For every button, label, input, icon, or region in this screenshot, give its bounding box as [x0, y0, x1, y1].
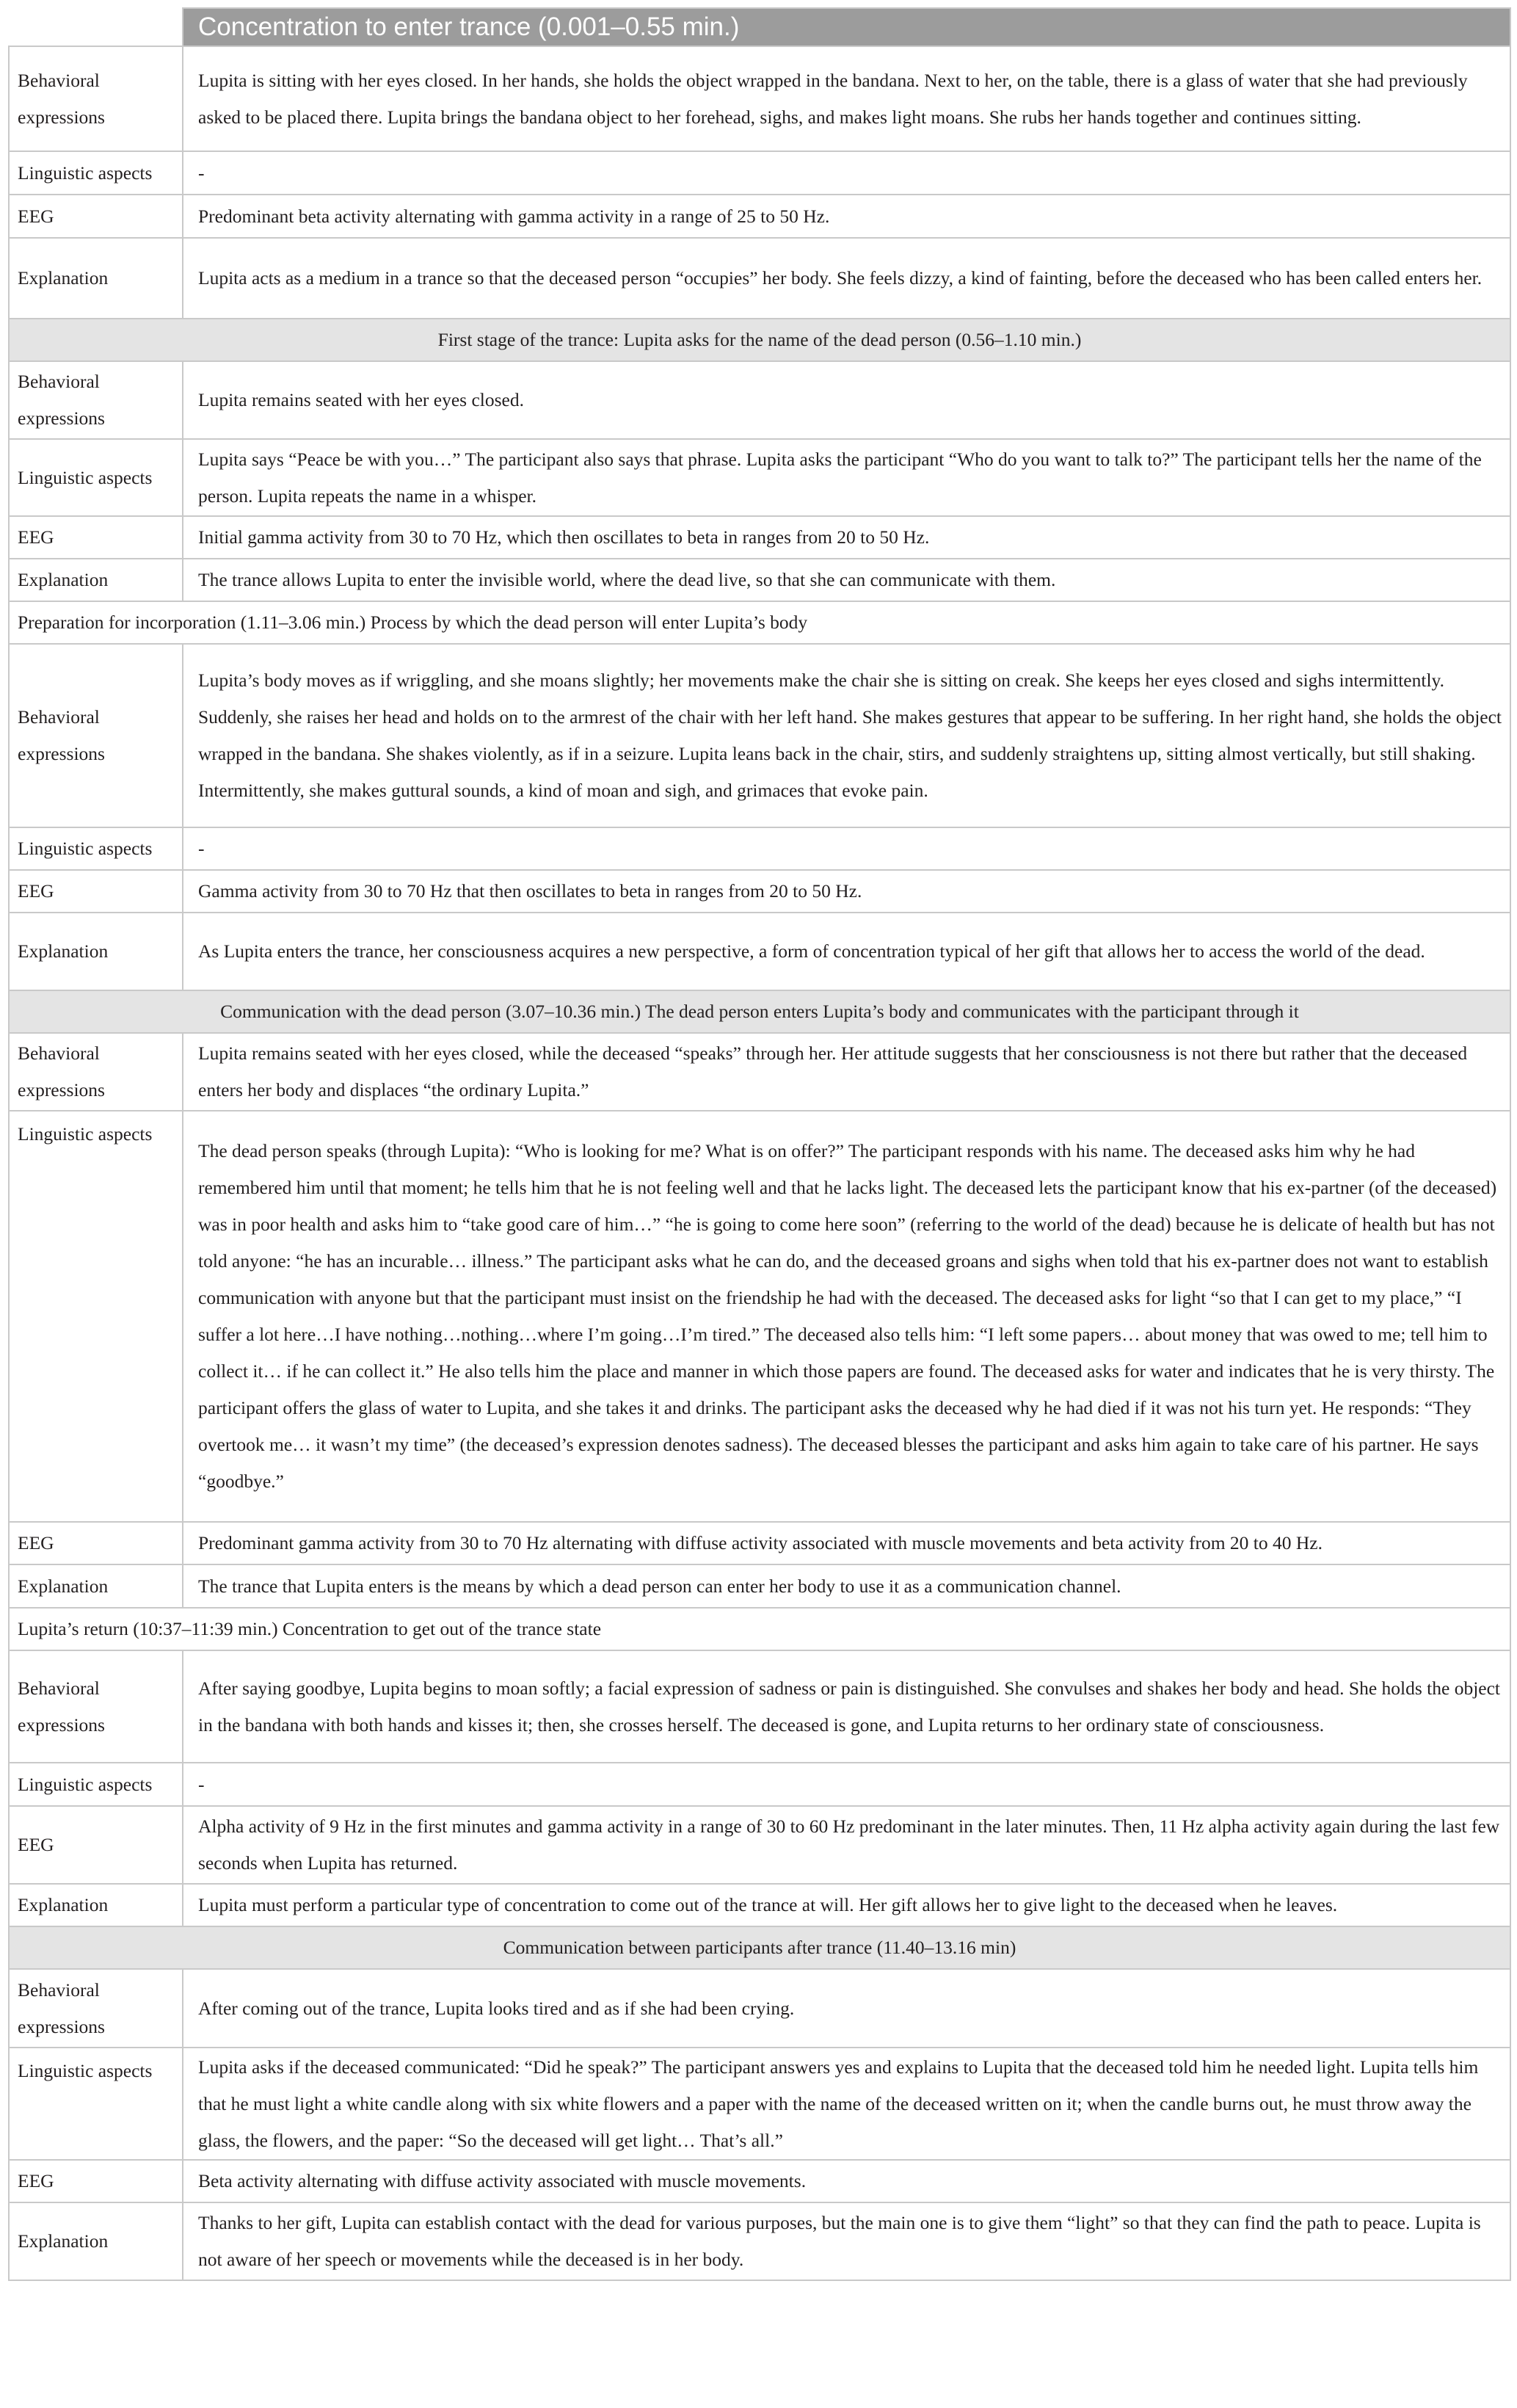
table-row — [9, 1763, 1510, 1806]
table-row — [9, 238, 1510, 319]
row-text: - — [183, 1763, 1510, 1806]
table-row — [9, 439, 1510, 516]
row-label: Behavioral expressions — [9, 1969, 183, 2048]
row-text: The dead person speaks (through Lupita): “Who is looking for me? What is on offer?” The participant responds with his name. The deceased asks him why he had remembered him until that moment; he tells him that he is not feeling well and that he lacks light. The deceased lets the participant know that his ex-partner (of the deceased) was in poor health and asks him to “take good care of him…” “he is going to come here soon” (referring to the world of the dead) because he is delicate of health but has not told anyone: “he has an incurable… illness.” The participant asks what he can do, and the deceased groans and sighs when told that his ex-partner does not want to establish communication with anyone but that the participant must insist on the friendship he had with the deceased. The deceased asks for light “so that I can get to my place,” “I suffer a lot here…I have nothing…nothing…where I’m going…I’m tired.” The deceased also tells him: “I left some papers… about money that was owed to me; tell him to collect it… if he can collect it.” He also tells him the place and manner in which those papers are found. The deceased asks for water and indicates that he is very thirsty. The participant offers the glass of water to Lupita, and she takes it and drinks. The participant asks the deceased why he had died if it was not his turn yet. He responds: “They overtook me… it wasn’t my time” (the deceased’s expression denotes sadness). The deceased blesses the participant and asks him again to take care of his partner. He says “goodbye.” — [183, 1111, 1510, 1522]
row-label: Linguistic aspects — [9, 1763, 183, 1806]
row-text: Gamma activity from 30 to 70 Hz that then oscillates to beta in ranges from 20 to 50 Hz. — [183, 870, 1510, 913]
row-label: EEG — [9, 1806, 183, 1884]
header-corner-cell — [9, 8, 183, 46]
table-row — [9, 516, 1510, 559]
row-label: Behavioral expressions — [9, 1650, 183, 1763]
stage-header-row — [9, 1608, 1510, 1650]
row-text: Lupita acts as a medium in a trance so that the deceased person “occupies” her body. She feels dizzy, a kind of fainting, before the deceased who has been called enters her. — [183, 238, 1510, 319]
row-text: Beta activity alternating with diffuse activity associated with muscle movements. — [183, 2160, 1510, 2202]
row-label: Linguistic aspects — [9, 151, 183, 195]
table-row — [9, 46, 1510, 151]
row-text: Lupita must perform a particular type of concentration to come out of the trance at will. Her gift allows her to give light to the deceased when he leaves. — [183, 1884, 1510, 1926]
row-text: Initial gamma activity from 30 to 70 Hz, which then oscillates to beta in ranges from 20 to 50 Hz. — [183, 516, 1510, 559]
row-text: - — [183, 827, 1510, 870]
row-text: The trance allows Lupita to enter the invisible world, where the dead live, so that she can communicate with them. — [183, 559, 1510, 601]
table-row — [9, 913, 1510, 990]
row-text: Lupita asks if the deceased communicated: “Did he speak?” The participant answers yes and explains to Lupita that the deceased told him he needed light. Lupita tells him that he must light a white candle along with six white flowers and a paper with the name of the deceased written on it; when the candle burns out, he must throw away the glass, the flowers, and the paper: “So the deceased will get light… That’s all.” — [183, 2048, 1510, 2160]
stage-title: Communication between participants after trance (11.40–13.16 min) — [9, 1926, 1510, 1969]
row-label: Explanation — [9, 2202, 183, 2280]
table-row — [9, 1111, 1510, 1522]
stage-title: First stage of the trance: Lupita asks for the name of the dead person (0.56–1.10 min.) — [9, 319, 1510, 361]
row-label: Behavioral expressions — [9, 1033, 183, 1111]
table-row — [9, 870, 1510, 913]
row-text: Lupita remains seated with her eyes closed. — [183, 361, 1510, 439]
row-text: Lupita says “Peace be with you…” The participant also says that phrase. Lupita asks the participant “Who do you want to talk to?” The participant tells her the name of the person. Lupita repeats the name in a whisper. — [183, 439, 1510, 516]
table-row — [9, 1884, 1510, 1926]
table-row — [9, 1650, 1510, 1763]
row-label: Explanation — [9, 238, 183, 319]
table-row — [9, 1522, 1510, 1564]
table-row — [9, 2160, 1510, 2202]
row-label: Linguistic aspects — [9, 1111, 183, 1522]
row-text: After saying goodbye, Lupita begins to moan softly; a facial expression of sadness or pain is distinguished. She convulses and shakes her body and head. She holds the object in the bandana with both hands and kisses it; then, she crosses herself. The deceased is gone, and Lupita returns to her ordinary state of consciousness. — [183, 1650, 1510, 1763]
row-text: Lupita is sitting with her eyes closed. In her hands, she holds the object wrapped in the bandana. Next to her, on the table, there is a glass of water that she had previously asked to be placed there. Lupita brings the bandana object to her forehead, sighs, and makes light moans. She rubs her hands together and continues sitting. — [183, 46, 1510, 151]
row-label: Behavioral expressions — [9, 46, 183, 151]
table-row — [9, 1033, 1510, 1111]
row-label: Explanation — [9, 1564, 183, 1608]
row-text: Lupita’s body moves as if wriggling, and she moans slightly; her movements make the chair she is sitting on creak. She keeps her eyes closed and sighs intermittently. Suddenly, she raises her head and holds on to the armrest of the chair with her left hand. She makes gestures that appear to be suffering. In her right hand, she holds the object wrapped in the bandana. She shakes violently, as if in a seizure. Lupita leans back in the chair, stirs, and suddenly straightens up, sitting almost vertically, but still shaking. Intermittently, she makes guttural sounds, a kind of moan and sigh, and grimaces that evoke pain. — [183, 644, 1510, 827]
table-row — [9, 195, 1510, 238]
row-text: As Lupita enters the trance, her consciousness acquires a new perspective, a form of concentration typical of her gift that allows her to access the world of the dead. — [183, 913, 1510, 990]
table-row — [9, 644, 1510, 827]
table-row — [9, 151, 1510, 195]
stage-header-row — [9, 319, 1510, 361]
row-label: Explanation — [9, 1884, 183, 1926]
row-text: Lupita remains seated with her eyes closed, while the deceased “speaks” through her. Her attitude suggests that her consciousness is not there but rather that the deceased enters her body and displaces “the ordinary Lupita.” — [183, 1033, 1510, 1111]
row-label: EEG — [9, 1522, 183, 1564]
row-text: Thanks to her gift, Lupita can establish contact with the dead for various purposes, but the main one is to give them “light” so that they can find the path to peace. Lupita is not aware of her speech or movements while the deceased is in her body. — [183, 2202, 1510, 2280]
row-label: EEG — [9, 516, 183, 559]
stage-header-row — [9, 1926, 1510, 1969]
row-text: Predominant gamma activity from 30 to 70 Hz alternating with diffuse activity associated with muscle movements and beta activity from 20 to 40 Hz. — [183, 1522, 1510, 1564]
row-label: EEG — [9, 2160, 183, 2202]
table-row — [9, 559, 1510, 601]
stage-header-row — [9, 601, 1510, 644]
stage-header-row — [9, 990, 1510, 1033]
row-label: Linguistic aspects — [9, 439, 183, 516]
table-row — [9, 1564, 1510, 1608]
row-label: EEG — [9, 870, 183, 913]
row-label: Linguistic aspects — [9, 827, 183, 870]
row-text: After coming out of the trance, Lupita looks tired and as if she had been crying. — [183, 1969, 1510, 2048]
row-label: Linguistic aspects — [9, 2048, 183, 2160]
table-row — [9, 2048, 1510, 2160]
stage-title: Preparation for incorporation (1.11–3.06 min.) Process by which the dead person will enter Lupita’s body — [9, 601, 1510, 644]
row-text: - — [183, 151, 1510, 195]
row-label: EEG — [9, 195, 183, 238]
table-row — [9, 1969, 1510, 2048]
table-header-row — [9, 8, 1510, 46]
stage-title: Lupita’s return (10:37–11:39 min.) Concentration to get out of the trance state — [9, 1608, 1510, 1650]
table-row — [9, 361, 1510, 439]
table-header-title: Concentration to enter trance (0.001–0.55 min.) — [183, 8, 1510, 46]
table-row — [9, 827, 1510, 870]
row-label: Explanation — [9, 559, 183, 601]
row-text: Alpha activity of 9 Hz in the first minutes and gamma activity in a range of 30 to 60 Hz predominant in the later minutes. Then, 11 Hz alpha activity again during the last few seconds when Lupita has returned. — [183, 1806, 1510, 1884]
table-row — [9, 2202, 1510, 2280]
row-label: Behavioral expressions — [9, 361, 183, 439]
table-row — [9, 1806, 1510, 1884]
stage-title: Communication with the dead person (3.07–10.36 min.) The dead person enters Lupita’s body and communicates with the participant through it — [9, 990, 1510, 1033]
row-label: Explanation — [9, 913, 183, 990]
trance-stages-table — [8, 7, 1511, 2281]
row-text: The trance that Lupita enters is the means by which a dead person can enter her body to use it as a communication channel. — [183, 1564, 1510, 1608]
row-text: Predominant beta activity alternating with gamma activity in a range of 25 to 50 Hz. — [183, 195, 1510, 238]
row-label: Behavioral expressions — [9, 644, 183, 827]
